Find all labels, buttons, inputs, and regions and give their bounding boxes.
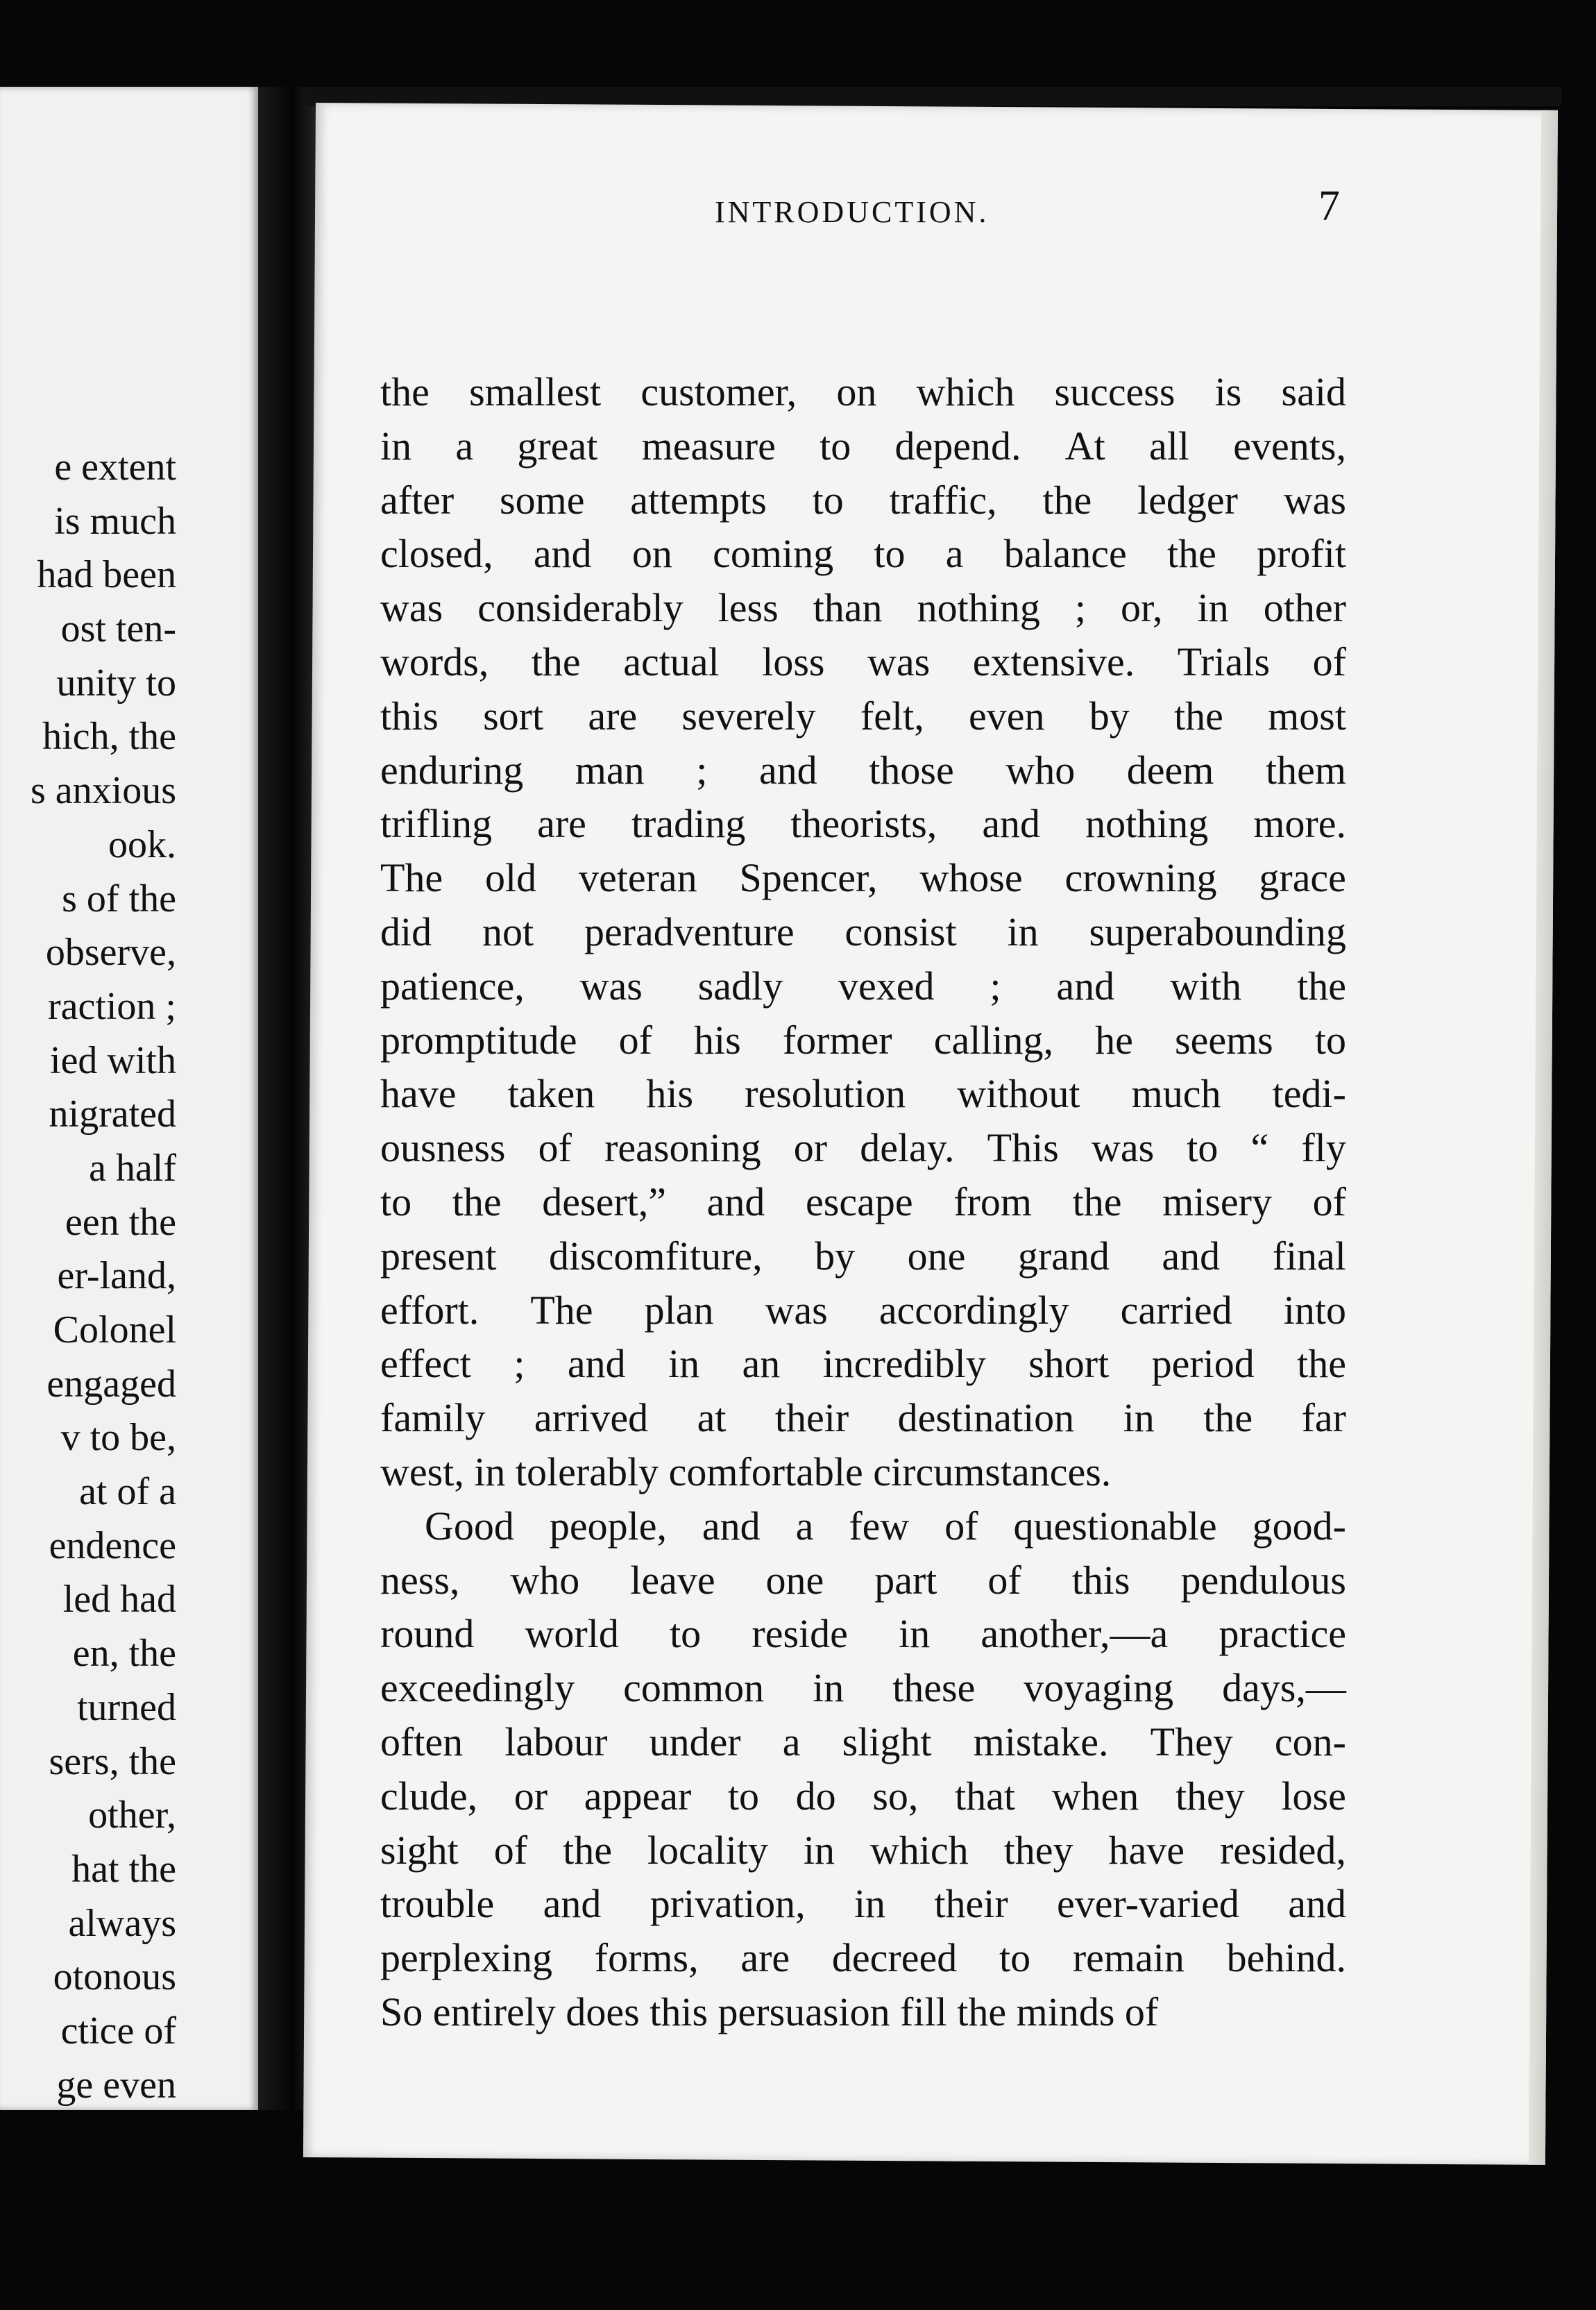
- page-body-text: [380, 365, 1346, 2039]
- facing-page-line: sers, the: [49, 1739, 176, 1783]
- page-number: 7: [1318, 183, 1340, 230]
- facing-page-line: ook.: [108, 823, 176, 866]
- facing-page-line: a half: [89, 1146, 176, 1190]
- facing-page-line: hich, the: [42, 715, 176, 759]
- text-line: often labour under a slight mistake. They con-: [380, 1719, 1346, 1764]
- text-line: promptitude of his former calling, he seems to: [380, 1017, 1346, 1063]
- text-line: patience, was sadly vexed ; and with the: [380, 963, 1346, 1009]
- text-line: So entirely does this persuasion fill the minds of: [380, 1989, 1159, 2034]
- facing-page-line: een the: [65, 1200, 176, 1244]
- text-line: the smallest customer, on which success is said: [380, 369, 1346, 414]
- text-line: in a great measure to depend. At all events,: [380, 423, 1346, 469]
- text-line: family arrived at their destination in the far: [380, 1395, 1346, 1441]
- text-line: ness, who leave one part of this pendulous: [380, 1557, 1346, 1603]
- facing-page-line: ctice of: [60, 2009, 176, 2052]
- facing-page-line: turned: [76, 1685, 176, 1729]
- facing-page-line: raction ;: [47, 984, 176, 1028]
- facing-page-line: observe,: [45, 931, 176, 975]
- text-line: clude, or appear to do so, that when they lose: [380, 1773, 1346, 1819]
- facing-page-line: en, the: [72, 1632, 176, 1676]
- running-head: INTRODUCTION.: [715, 195, 990, 229]
- text-line: trouble and privation, in their ever-varied and: [380, 1881, 1346, 1927]
- text-line: effort. The plan was accordingly carried into: [380, 1287, 1346, 1333]
- text-line: Good people, and a few of questionable good-: [425, 1503, 1346, 1549]
- text-line: after some attempts to traffic, the ledger was: [380, 477, 1346, 523]
- facing-page-line: otonous: [53, 1955, 176, 1999]
- text-line: effect ; and in an incredibly short period the: [380, 1341, 1346, 1387]
- facing-page-line: unity to: [56, 661, 176, 705]
- text-line: exceedingly common in these voyaging days,—: [380, 1665, 1346, 1711]
- facing-page-line: is much: [54, 499, 176, 543]
- facing-page-left: [0, 87, 258, 2110]
- text-line: did not peradventure consist in superabounding: [380, 909, 1346, 954]
- text-line: The old veteran Spencer, whose crowning grace: [380, 855, 1346, 901]
- text-line: ousness of reasoning or delay. This was to “ fly: [380, 1125, 1346, 1171]
- facing-page-line: er-land,: [57, 1254, 176, 1298]
- text-line: west, in tolerably comfortable circumstances.: [380, 1449, 1112, 1494]
- facing-page-line: nigrated: [49, 1093, 176, 1136]
- facing-page-line: Colonel: [53, 1308, 176, 1351]
- text-line: perplexing forms, are decreed to remain behind.: [380, 1935, 1346, 1981]
- facing-page-line: other,: [88, 1794, 176, 1837]
- facing-page-line: engaged: [46, 1362, 176, 1406]
- text-line: this sort are severely felt, even by the most: [380, 693, 1346, 739]
- facing-page-line: ied with: [50, 1038, 176, 1082]
- facing-page-line: always: [68, 1901, 176, 1945]
- text-line: to the desert,” and escape from the misery of: [380, 1179, 1346, 1224]
- facing-page-line: v to be,: [60, 1416, 176, 1460]
- facing-page-line: had been: [37, 553, 176, 597]
- text-line: present discomfiture, by one grand and final: [380, 1233, 1346, 1279]
- facing-page-text: [31, 441, 176, 2110]
- facing-page-line: endence: [49, 1524, 176, 1567]
- text-line: have taken his resolution without much tedi-: [380, 1071, 1346, 1117]
- facing-page-line: s anxious: [31, 769, 176, 813]
- facing-page-line: led had: [62, 1578, 176, 1621]
- text-line: sight of the locality in which they have resided,: [380, 1827, 1346, 1873]
- text-line: trifling are trading theorists, and nothing more.: [380, 801, 1346, 847]
- facing-page-line: at of a: [79, 1470, 176, 1514]
- text-line: words, the actual loss was extensive. Trials of: [380, 639, 1346, 684]
- text-line: round world to reside in another,—a practice: [380, 1611, 1346, 1657]
- facing-page-line: e extent: [54, 446, 176, 489]
- text-line: was considerably less than nothing ; or, in other: [380, 585, 1346, 631]
- facing-page-line: ost ten-: [60, 607, 176, 651]
- text-line: enduring man ; and those who deem them: [380, 747, 1346, 793]
- facing-page-line: hat the: [71, 1847, 176, 1891]
- facing-page-line: ge even: [56, 2063, 176, 2107]
- facing-page-line: s of the: [62, 877, 176, 920]
- text-line: closed, and on coming to a balance the profit: [380, 531, 1346, 577]
